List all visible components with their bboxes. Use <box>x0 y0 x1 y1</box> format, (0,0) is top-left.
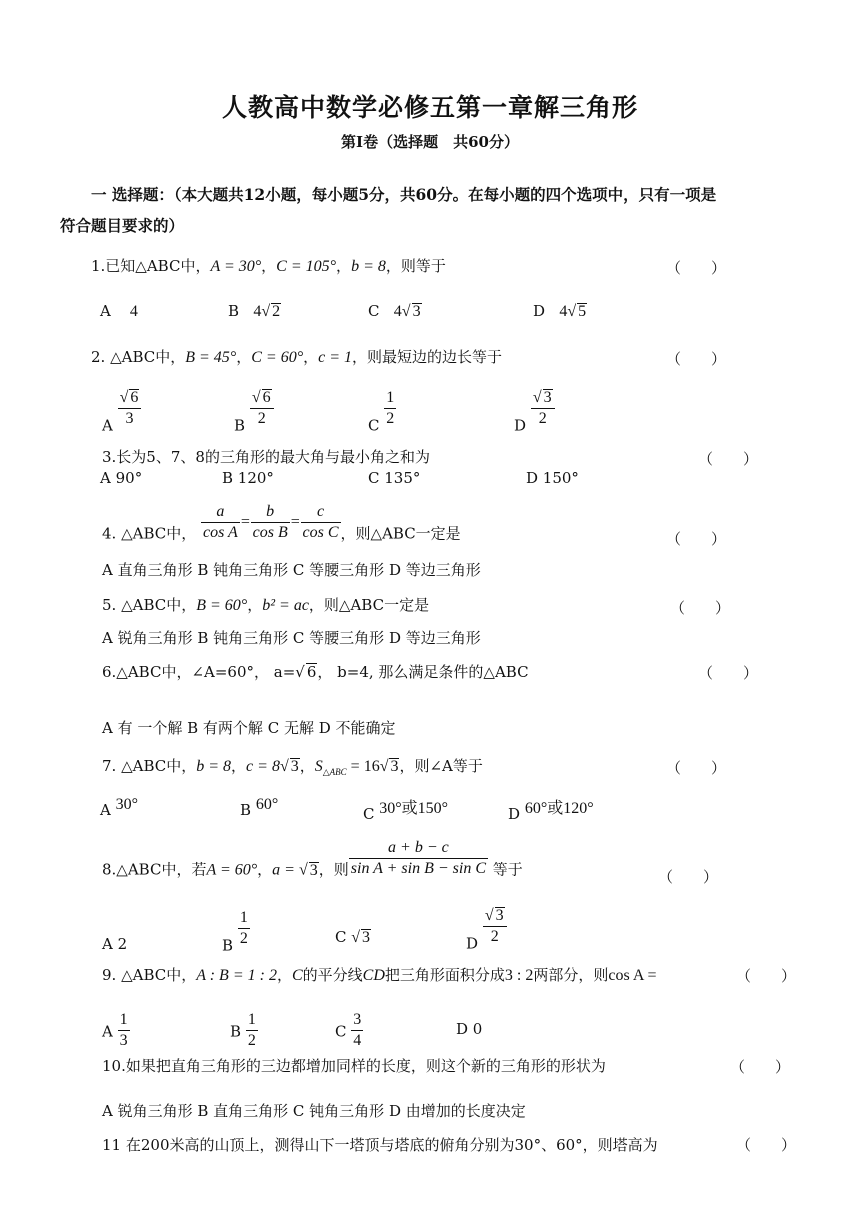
q3-option-b: B 120° <box>222 469 274 487</box>
q1-option-c: C 4√ 3 <box>368 302 421 320</box>
fraction-denominator: 2 <box>247 1032 256 1049</box>
q5-options: A 锐角三角形 B 钝角三角形 C 等腰三角形 D 等边三角形 <box>102 629 481 647</box>
q2-sep: ， <box>303 348 319 366</box>
q2-option-c <box>368 388 396 435</box>
option-fraction: $\frac{√ 6}{2}$ <box>250 388 274 429</box>
question-4-stem <box>102 502 461 544</box>
option-letter: D <box>514 416 527 435</box>
q2-stem-post: ，则最短边的边长等于 <box>352 348 503 366</box>
option-radicand: 3 <box>412 303 421 320</box>
q1-math-A: A = 30° <box>210 258 262 275</box>
option-letter: C <box>363 805 375 823</box>
q9-math-ratio: A : B = 1 : 2 <box>196 967 277 984</box>
q1-math-C: C = 105° <box>276 258 337 275</box>
q8-math-A: A = 60° <box>206 861 258 879</box>
q6-stem-post: ， b=4, 那么满足条件的△ABC <box>317 663 529 681</box>
question-9-stem <box>102 964 657 985</box>
q7-math-c: c = 8 <box>246 758 280 775</box>
option-radicand: 3 <box>362 929 371 946</box>
q4-fraction-c <box>301 502 341 543</box>
q4-fraction-a <box>201 502 240 543</box>
option-radicand: 2 <box>272 303 281 320</box>
question-7-stem: 7. △ABC中，b = 8，c = 8√ 3，$S_{\triangle ABC} = 16√$ 3，则∠A等于 <box>102 757 483 777</box>
fraction-numerator: 6 <box>130 389 139 406</box>
option-fraction <box>384 388 396 429</box>
fraction-denominator: cos B <box>252 524 288 541</box>
q2-option-b <box>234 388 274 435</box>
fraction-numerator: 3 <box>351 1010 363 1031</box>
q9-option-b <box>230 1010 258 1051</box>
page-subtitle: 第Ⅰ卷（选择题 共60分） <box>341 133 519 151</box>
fraction-numerator: 1 <box>118 1010 130 1031</box>
q9-math-cosA: cos A = <box>608 967 657 984</box>
q1-option-b: B 4√ 2 <box>228 302 281 320</box>
q6-answer-blank: （ ） <box>698 664 759 682</box>
q9-answer-blank: （ ） <box>736 967 797 985</box>
q1-sep: ， <box>336 257 352 275</box>
option-letter: A <box>102 1022 113 1041</box>
option-fraction: $\frac{√ 6}{3}$ <box>118 388 142 429</box>
q1-stem-pre: 1.已知△ABC中， <box>91 257 211 275</box>
q6-radicand: 6 <box>306 663 317 681</box>
q8-fraction <box>349 838 488 879</box>
option-letter: B <box>234 416 246 435</box>
option-letter: C <box>335 928 347 946</box>
option-fraction <box>351 1010 363 1051</box>
q11-answer-blank: （ ） <box>736 1136 797 1154</box>
q4-stem-post: ，则△ABC一定是 <box>340 524 461 543</box>
q7-option-c <box>363 795 448 823</box>
q7-answer-blank: （ ） <box>666 759 727 777</box>
q8-stem-post: 等于 <box>488 860 523 879</box>
question-10-stem: 10.如果把直角三角形的三边都增加同样的长度，则这个新的三角形的形状为 <box>102 1057 606 1075</box>
q9-option-c <box>335 1010 363 1051</box>
option-letter: C <box>368 302 380 320</box>
q9-text: ， <box>276 966 292 984</box>
q2-math-C: C = 60° <box>251 349 304 366</box>
option-letter: B <box>240 801 252 819</box>
option-coefficient: 4 <box>393 303 402 320</box>
q7-option-d <box>508 795 594 823</box>
option-letter: C <box>368 416 380 435</box>
q6-stem-pre: 6.△ABC中，∠A=60°， a= <box>102 663 296 681</box>
page-title: 人教高中数学必修五第一章解三角形 <box>221 93 638 122</box>
q2-option-a <box>102 388 141 435</box>
option-letter: D <box>508 805 521 823</box>
q8-sep: ， <box>257 860 273 879</box>
q9-math-area-ratio: 3 : 2 <box>504 967 534 984</box>
q2-sep: ， <box>236 348 252 366</box>
q7-math-S: S <box>314 758 323 775</box>
option-letter: A <box>102 416 113 435</box>
fraction-denominator: 2 <box>257 410 266 427</box>
q8-option-a: A 2 <box>102 935 128 953</box>
q1-stem-post: ，则等于 <box>385 257 446 275</box>
q1-sep: ， <box>261 257 277 275</box>
option-fraction: $\frac{√ 3}{2}$ <box>483 906 507 947</box>
option-letter: B <box>222 936 234 955</box>
fraction-numerator: 1 <box>384 388 396 409</box>
q2-stem-pre: 2. △ABC中， <box>91 348 186 366</box>
q7-sep: ， <box>231 757 247 775</box>
q9-math-C: C <box>291 967 303 984</box>
q3-answer-blank: （ ） <box>698 450 759 468</box>
option-letter: B <box>230 1022 242 1041</box>
q9-option-a <box>102 1010 130 1051</box>
q7-math-b: b = 8 <box>196 758 232 775</box>
fraction-numerator: a + b − c <box>349 838 488 859</box>
fraction-denominator: cos A <box>203 524 238 541</box>
option-letter: A <box>100 801 111 819</box>
q1-option-a <box>100 302 138 321</box>
option-fraction <box>238 908 250 949</box>
q4-fraction-b <box>251 502 290 543</box>
q7-subscript: △ABC <box>322 767 347 777</box>
fraction-denominator: cos C <box>302 524 339 541</box>
q5-answer-blank: （ ） <box>670 599 731 617</box>
q5-stem-pre: 5. △ABC中， <box>102 596 197 614</box>
fraction-numerator: b <box>251 502 290 523</box>
q8-option-c: C √ 3 <box>335 928 371 946</box>
fraction-denominator: 2 <box>538 410 547 427</box>
equals-sign: = <box>239 513 251 531</box>
question-8-stem: 8.△ABC中，若A = 60°，a = √ 3，则 $\frac{a + b - c}{\text{sin A + sin B − sin C}}$ 等于 <box>102 839 523 879</box>
option-value: 60°或120° <box>524 800 594 817</box>
fraction-denominator: 2 <box>239 930 248 947</box>
option-fraction: $\frac{√ 3}{2}$ <box>531 388 555 429</box>
q5-math-B: B = 60° <box>196 597 248 614</box>
q4-answer-blank: （ ） <box>666 530 727 548</box>
q10-answer-blank: （ ） <box>730 1058 791 1076</box>
q3-option-d: D 150° <box>526 469 579 487</box>
q5-stem-post: ，则△ABC一定是 <box>308 596 430 614</box>
q8-answer-blank: （ ） <box>658 868 719 886</box>
option-letter: D <box>466 934 479 953</box>
q3-option-a: A 90° <box>100 469 143 487</box>
option-value: 30° <box>115 796 139 813</box>
q9-stem-pre: 9. △ABC中， <box>102 966 197 984</box>
q3-option-c: C 135° <box>368 469 421 487</box>
q8-stem-pre: 8.△ABC中，若 <box>102 860 207 879</box>
question-3-stem: 3.长为5、7、8的三角形的最大角与最小角之和为 <box>102 448 430 466</box>
question-6-stem: 6.△ABC中，∠A=60°， a=√ 6， b=4, 那么满足条件的△ABC <box>102 663 529 681</box>
option-letter: B <box>228 302 240 320</box>
question-5-stem <box>102 594 429 615</box>
equals-sign: = <box>289 513 301 531</box>
q2-answer-blank: （ ） <box>666 350 727 368</box>
q2-math-B: B = 45° <box>185 349 237 366</box>
q1-answer-blank: （ ） <box>666 259 727 277</box>
q7-stem-post: ，则∠A等于 <box>399 757 483 775</box>
fraction-denominator: 3 <box>119 1032 128 1049</box>
fraction-numerator: 1 <box>238 908 250 929</box>
q9-text: 的平分线 <box>302 966 363 984</box>
q7-math-area: = 16 <box>346 758 380 775</box>
q7-option-b <box>240 795 278 819</box>
option-value: 60° <box>255 796 279 813</box>
q9-option-d: D 0 <box>456 1020 483 1038</box>
question-2-stem <box>91 346 502 367</box>
q8-option-b <box>222 908 250 955</box>
fraction-denominator: 4 <box>353 1032 362 1049</box>
q2-option-d <box>514 388 555 435</box>
option-value: 4 <box>129 303 138 320</box>
fraction-denominator: sin A + sin B − sin C <box>350 860 487 877</box>
q7-radicand: 3 <box>290 758 299 775</box>
q2-math-c: c = 1 <box>318 349 353 366</box>
q7-option-a <box>100 795 138 819</box>
option-letter: A <box>100 302 111 320</box>
q7-stem-pre: 7. △ABC中， <box>102 757 197 775</box>
q1-math-b: b = 8 <box>351 258 386 275</box>
q1-option-d: D 4√ 5 <box>533 302 587 320</box>
q8-then: ，则 <box>318 860 349 879</box>
fraction-numerator: c <box>301 502 341 523</box>
question-1-stem <box>91 255 446 276</box>
option-fraction <box>246 1010 258 1051</box>
q9-text: 两部分，则 <box>533 966 609 984</box>
fraction-denominator: 3 <box>125 410 134 427</box>
q9-text: 把三角形面积分成 <box>384 966 505 984</box>
fraction-numerator: 6 <box>262 389 271 406</box>
fraction-denominator: 2 <box>490 928 499 945</box>
option-coefficient: 4 <box>253 303 262 320</box>
q10-options: A 锐角三角形 B 直角三角形 C 钝角三角形 D 由增加的长度决定 <box>102 1102 526 1120</box>
option-letter: C <box>335 1022 347 1041</box>
option-fraction <box>118 1010 130 1051</box>
fraction-numerator: a <box>201 502 240 523</box>
fraction-numerator: 1 <box>246 1010 258 1031</box>
q7-sep: ， <box>299 757 315 775</box>
q5-math-b2: b² = ac <box>262 597 309 614</box>
section-instructions-line1: 一 选择题：（本大题共12小题，每小题5分，共60分。在每小题的四个选项中，只有一项是 <box>91 185 717 204</box>
fraction-denominator: 2 <box>386 410 395 427</box>
q7-radicand: 3 <box>390 758 399 775</box>
q8-option-d <box>466 906 507 953</box>
q4-options: A 直角三角形 B 钝角三角形 C 等腰三角形 D 等边三角形 <box>102 561 481 579</box>
q8-radicand: 3 <box>309 861 318 879</box>
fraction-numerator: 3 <box>543 389 552 406</box>
q4-stem-pre: 4. △ABC中， <box>102 524 197 543</box>
q5-sep: ， <box>247 596 263 614</box>
option-coefficient: 4 <box>559 303 568 320</box>
option-radicand: 5 <box>578 303 587 320</box>
q9-math-CD: CD <box>362 967 385 984</box>
option-value: 30°或150° <box>379 800 449 817</box>
q8-math-a: a = <box>272 861 299 879</box>
q6-options: A 有 一个解 B 有两个解 C 无解 D 不能确定 <box>102 719 396 737</box>
question-11-stem: 11 在200米高的山顶上，测得山下一塔顶与塔底的俯角分别为30°、60°，则塔高为 <box>102 1136 658 1154</box>
fraction-numerator: 3 <box>495 907 504 924</box>
option-letter: D <box>533 302 546 320</box>
section-instructions-line2: 符合题目要求的） <box>60 216 185 235</box>
